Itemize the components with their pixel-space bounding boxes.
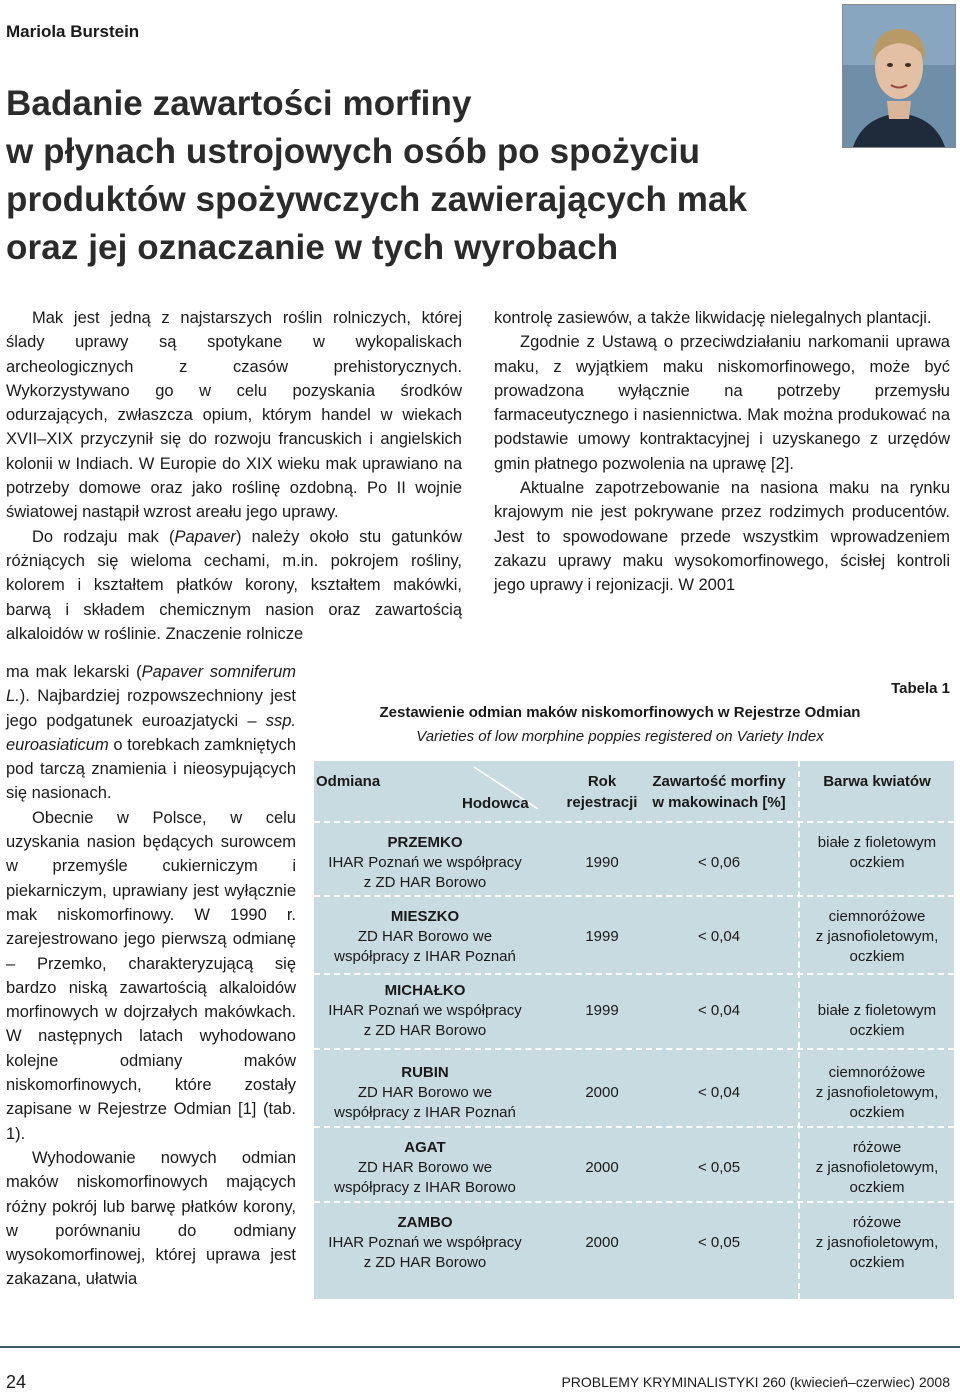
italic-term: ssp. euroasiaticum (6, 711, 296, 754)
variety-name: PRZEMKO (387, 834, 463, 851)
color-line: oczkiem (849, 1022, 905, 1039)
paragraph: Zgodnie z Ustawą o przeciwdziałaniu narkomanii uprawa maku, z wyjątkiem maku niskomorfinowego, może być prowadzona wyłącznie na potrzeby przemysłu farmaceutycznego i nasiennictwa. Mak można produkować na podstawie umowy kontraktacyjnej i uzyskanego z urzędów gmin płatnego pozwolenia na uprawę [2]. (494, 333, 950, 473)
text-run: o torebkach zamkniętych pod tarczą znamienia i nieosypujących się nasionach. (6, 735, 296, 803)
paragraph (6, 525, 462, 646)
cell-year: 1999 (585, 928, 619, 945)
paragraph: Aktualne zapotrzebowanie na nasiona maku na rynku krajowym nie jest pokrywane przez rodzimych producentów. Jest to spowodowane przede wszystkim wprowadzeniem zakazu uprawy maku wysokomorfinowego, ścisłej kontroli jego uprawy i rejonizacji. W 2001 (494, 479, 950, 595)
breeder-line: ZD HAR Borowo we (357, 928, 493, 945)
header-rok-line: Rok (587, 773, 617, 790)
text-run: ) należy około stu gatunków różniących się wieloma cechami, m.in. pokrojem rośliny, kolorem i kształtem płatków korony, kształtem makówki, barwą i składem chemicznym nasion oraz zawartością alkaloidów w roślinie. Znaczenie rolnicze (6, 527, 462, 643)
cell-color (802, 1138, 952, 1198)
cell-content: < 0,04 (697, 1002, 741, 1019)
header-barwa: Barwa kwiatów (823, 773, 931, 790)
header-zaw-line: w makowinach [%] (652, 794, 786, 811)
cell-breeder (314, 1063, 536, 1123)
body-column-left-bottom (6, 660, 296, 1292)
cell-year: 2000 (585, 1159, 619, 1176)
header-odmiana: Odmiana (316, 773, 381, 790)
variety-name: ZAMBO (397, 1214, 453, 1231)
cell-content: < 0,04 (697, 928, 741, 945)
cell-content: < 0,04 (697, 1084, 741, 1101)
page-number: 24 (6, 1372, 27, 1392)
cell-year: 2000 (585, 1234, 619, 1251)
breeder-line: z ZD HAR Borowo (363, 1022, 487, 1039)
color-line: oczkiem (849, 1104, 905, 1121)
color-line: oczkiem (849, 854, 905, 871)
breeder-line: współpracy z IHAR Borowo (334, 1179, 516, 1196)
variety-name: RUBIN (401, 1064, 449, 1081)
cell-color (802, 833, 952, 873)
variety-name: MICHAŁKO (384, 982, 466, 999)
paragraph: Obecnie w Polsce, w celu uzyskania nasion będących surowcem w przemyśle cukierniczym i piekarniczym, uprawiany jest wyłącznie mak niskomorfinowy. W 1990 r. zarejestrowano jego pierwszą odmianę – Przemko, charakteryzującą się bardzo niską zawartością alkaloidów morfinowych w dojrzałych makówkach. W następnych latach wyhodowano kolejne odmiany maków niskomorfinowych, które zostały zapisane w Rejestrze Odmian [1] (tab. 1). (6, 808, 296, 1143)
color-line: różowe (852, 1139, 902, 1156)
row-separator (314, 973, 954, 975)
paragraph: kontrolę zasiewów, a także likwidację nielegalnych plantacji. (494, 309, 932, 327)
breeder-line: z ZD HAR Borowo (363, 874, 487, 891)
cell-breeder (314, 1213, 536, 1273)
cell-breeder (314, 833, 536, 893)
breeder-line: IHAR Poznań we współpracy (328, 1234, 522, 1251)
cell-year: 1999 (585, 1002, 619, 1019)
breeder-line: współpracy z IHAR Poznań (334, 1104, 516, 1121)
cell-year: 1990 (585, 854, 619, 871)
color-line: z jasnofioletowym, (815, 928, 939, 945)
body-column-left-top (6, 306, 462, 646)
color-line: białe z fioletowym (817, 834, 937, 851)
color-line: ciemnoróżowe (828, 908, 926, 925)
color-line: z jasnofioletowym, (815, 1084, 939, 1101)
color-line: z jasnofioletowym, (815, 1234, 939, 1251)
cell-breeder (314, 1138, 536, 1198)
breeder-line: IHAR Poznań we współpracy (328, 854, 522, 871)
author-name: Mariola Burstein (6, 22, 140, 41)
paragraph-continued (6, 660, 296, 806)
breeder-line: współpracy z IHAR Poznań (334, 948, 516, 965)
cell-content: < 0,06 (697, 854, 741, 871)
body-column-right (494, 306, 950, 598)
table-subtitle: Varieties of low morphine poppies registered on Variety Index (416, 728, 824, 745)
header-rok-line: rejestracji (566, 794, 638, 811)
title-line: Badanie zawartości morfiny (6, 84, 472, 123)
footer-divider (0, 1346, 960, 1348)
breeder-line: IHAR Poznań we współpracy (328, 1002, 522, 1019)
color-line: ciemnoróżowe (828, 1064, 926, 1081)
italic-term: Papaver somniferum L. (6, 663, 296, 706)
cell-color (802, 907, 952, 967)
text-run: Do rodzaju mak ( (32, 527, 175, 546)
italic-term: Papaver (174, 527, 236, 546)
breeder-line: ZD HAR Borowo we (357, 1084, 493, 1101)
text-run: ma mak lekarski ( (6, 663, 142, 681)
variety-name: MIESZKO (390, 908, 460, 925)
title-line: produktów spożywczych zawierających mak (6, 180, 748, 219)
row-separator (314, 895, 954, 897)
text-run: ). Najbardziej rozpowszechniony jest jego podgatunek euroazjatycki – (6, 687, 296, 730)
cell-breeder (314, 907, 536, 967)
header-zaw-line: Zawartość morfiny (652, 773, 786, 790)
color-line: różowe (852, 1214, 902, 1231)
cell-color (802, 1001, 952, 1041)
breeder-line: z ZD HAR Borowo (363, 1254, 487, 1271)
color-line: białe z fioletowym (817, 1002, 937, 1019)
row-separator (314, 1201, 954, 1203)
color-line: z jasnofioletowym, (815, 1159, 939, 1176)
author-photo (842, 4, 956, 148)
column-separator (798, 761, 800, 1299)
paragraph: Wyhodowanie nowych odmian maków niskomorfinowych mających różny pokrój lub barwę płatków korony, w porównaniu do odmiany wysokomorfinowej, której uprawa jest zakazana, ułatwia (6, 1148, 296, 1289)
title-line: w płynach ustrojowych osób po spożyciu (6, 132, 701, 171)
title-line: oraz jej oznaczanie w tych wyrobach (6, 228, 619, 267)
variety-name: AGAT (404, 1139, 446, 1156)
header-zawartosc (644, 771, 794, 813)
cell-content: < 0,05 (697, 1159, 741, 1176)
cell-color (802, 1063, 952, 1123)
journal-name: PROBLEMY KRYMINALISTYKI 260 (kwiecień–czerwiec) 2008 (561, 1374, 950, 1390)
color-line: oczkiem (849, 948, 905, 965)
cell-color (802, 1213, 952, 1273)
row-separator (314, 821, 954, 823)
row-separator (314, 1126, 954, 1128)
varieties-table (314, 761, 954, 1299)
table-title: Zestawienie odmian maków niskomorfinowych w Rejestrze Odmian (379, 704, 861, 721)
portrait-image (843, 5, 955, 147)
paragraph: Mak jest jedną z najstarszych roślin rolniczych, której ślady uprawy są spotykane w wykopaliskach archeologicznych z czasów prehistorycznych. Wykorzystywano go w celu pozyskania środków odurzających, zwłaszcza opium, którym handel w wiekach XVII–XIX przyczynił się do rozwoju francuskich i angielskich kolonii w Indiach. W Europie do XIX wieku mak uprawiano na potrzeby domowe oraz jako roślinę ozdobną. Po II wojnie światowej nastąpił wzrost areału jego uprawy. (6, 309, 462, 522)
header-hodowca: Hodowca (462, 795, 529, 812)
color-line: oczkiem (849, 1254, 905, 1271)
cell-content: < 0,05 (697, 1234, 741, 1251)
cell-breeder (314, 981, 536, 1041)
cell-year: 2000 (585, 1084, 619, 1101)
row-separator (314, 1048, 954, 1050)
table-number: Tabela 1 (891, 680, 950, 697)
color-line: oczkiem (849, 1179, 905, 1196)
breeder-line: ZD HAR Borowo we (357, 1159, 493, 1176)
article-title (6, 80, 836, 272)
